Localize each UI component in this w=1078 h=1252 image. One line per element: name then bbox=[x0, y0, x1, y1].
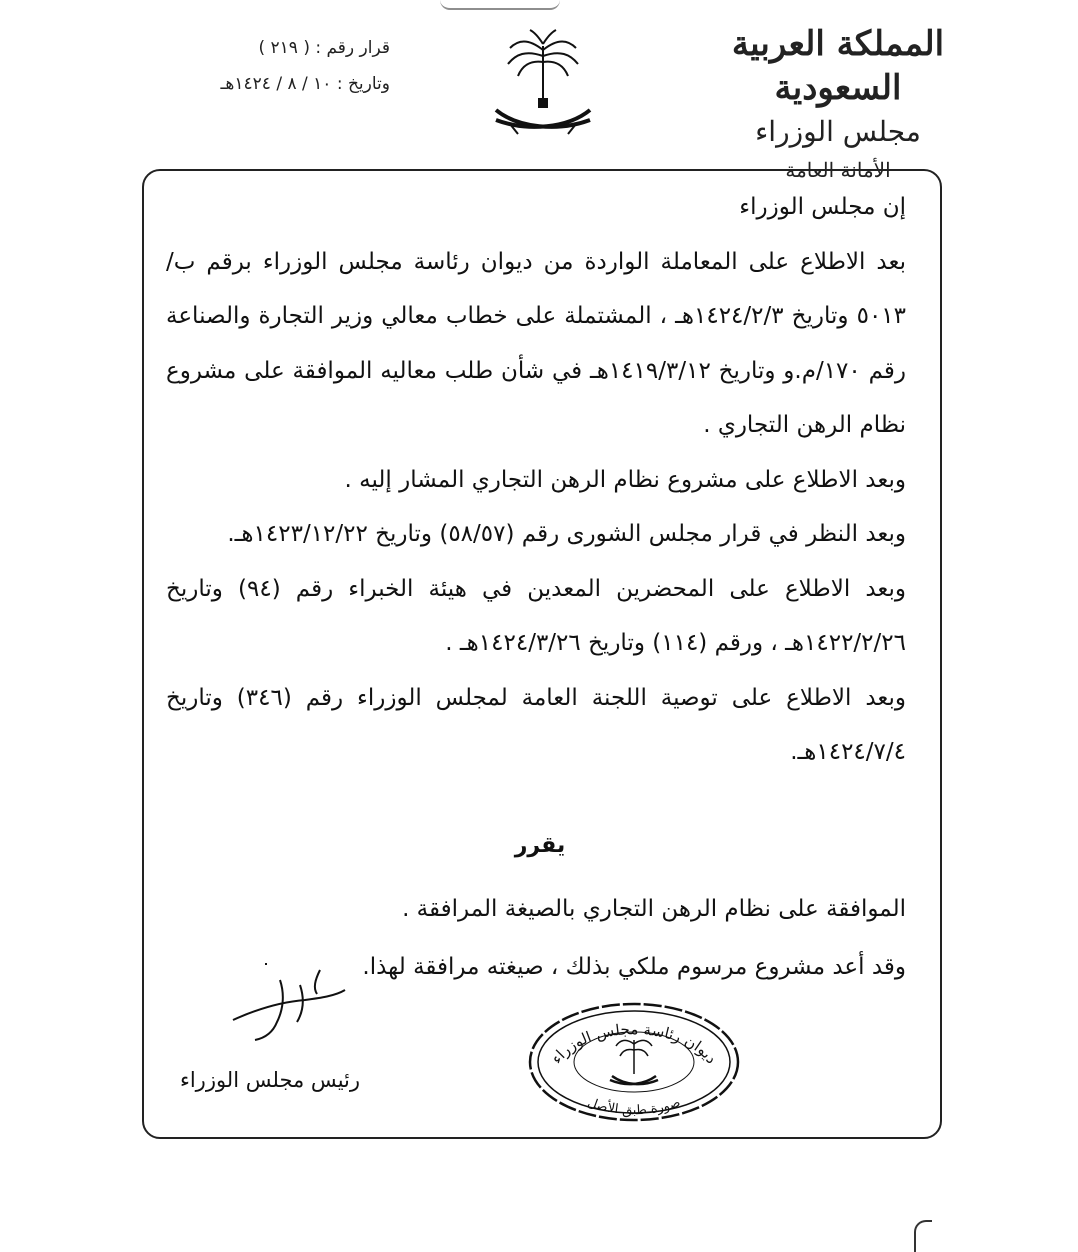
recital-paragraph: وبعد الاطلاع على مشروع نظام الرهن التجاري المشار إليه . bbox=[344, 466, 906, 493]
page-corner-mark bbox=[914, 1220, 932, 1252]
kingdom-name: المملكة العربية السعودية bbox=[731, 24, 945, 108]
letterhead-authority bbox=[698, 22, 978, 184]
resolution-item: الموافقة على نظام الرهن التجاري بالصيغة المرافقة . bbox=[402, 896, 906, 922]
decision-date: وتاريخ : ١٠ / ٨ / ١٤٢٤هـ bbox=[220, 74, 390, 94]
opening-line: إن مجلس الوزراء bbox=[739, 194, 906, 220]
seal-caption: صورة طبق الأصل bbox=[585, 1095, 683, 1119]
recital-paragraph: وبعد النظر في قرار مجلس الشورى رقم (٥٨/٥٧) وتاريخ ١٤٢٣/١٢/٢٢هـ. bbox=[227, 521, 906, 547]
signatory-title: رئيس مجلس الوزراء bbox=[179, 1068, 361, 1092]
decides-heading: يقرر bbox=[514, 833, 566, 858]
handwritten-signature bbox=[225, 960, 355, 1045]
recital-paragraph: وبعد الاطلاع على توصية اللجنة العامة لمجلس الوزراء رقم (٣٤٦) وتاريخ ١٤٢٤/٧/٤هـ. bbox=[166, 684, 907, 765]
recital-paragraph: وبعد الاطلاع على المحضرين المعدين في هيئة الخبراء رقم (٩٤) وتاريخ ١٤٢٢/٢/٢٦هـ ، ورقم (١١٤) وتاريخ ١٤٢٤/٣/٢٦هـ . bbox=[166, 575, 907, 656]
decision-number: قرار رقم : ( ٢١٩ ) bbox=[258, 38, 390, 58]
council-name: مجلس الوزراء bbox=[755, 115, 921, 148]
top-strip-decoration bbox=[440, 0, 560, 10]
official-seal-icon bbox=[526, 1000, 742, 1124]
resolution-item: وقد أعد مشروع مرسوم ملكي بذلك ، صيغته مرافقة لهذا. bbox=[362, 954, 906, 980]
recital-paragraph: بعد الاطلاع على المعاملة الواردة من ديوان رئاسة مجلس الوزراء برقم ب/٥٠١٣ وتاريخ ١٤٢٤/٢/٣هـ ، المشتملة على خطاب معالي وزير التجارة والصناعة رقم ١٧٠/م.و وتاريخ ١٤١٩/٣/١٢هـ في شأن طلب معاليه الموافقة على مشروع نظام الرهن التجاري . bbox=[166, 248, 907, 438]
secretariat-name: الأمانة العامة bbox=[785, 158, 891, 182]
palm-and-swords-emblem-icon bbox=[488, 28, 598, 148]
decision-reference bbox=[150, 30, 390, 102]
decision-body bbox=[166, 180, 906, 780]
seal-text: ديوان رئاسة مجلس الوزراء bbox=[547, 1020, 721, 1068]
